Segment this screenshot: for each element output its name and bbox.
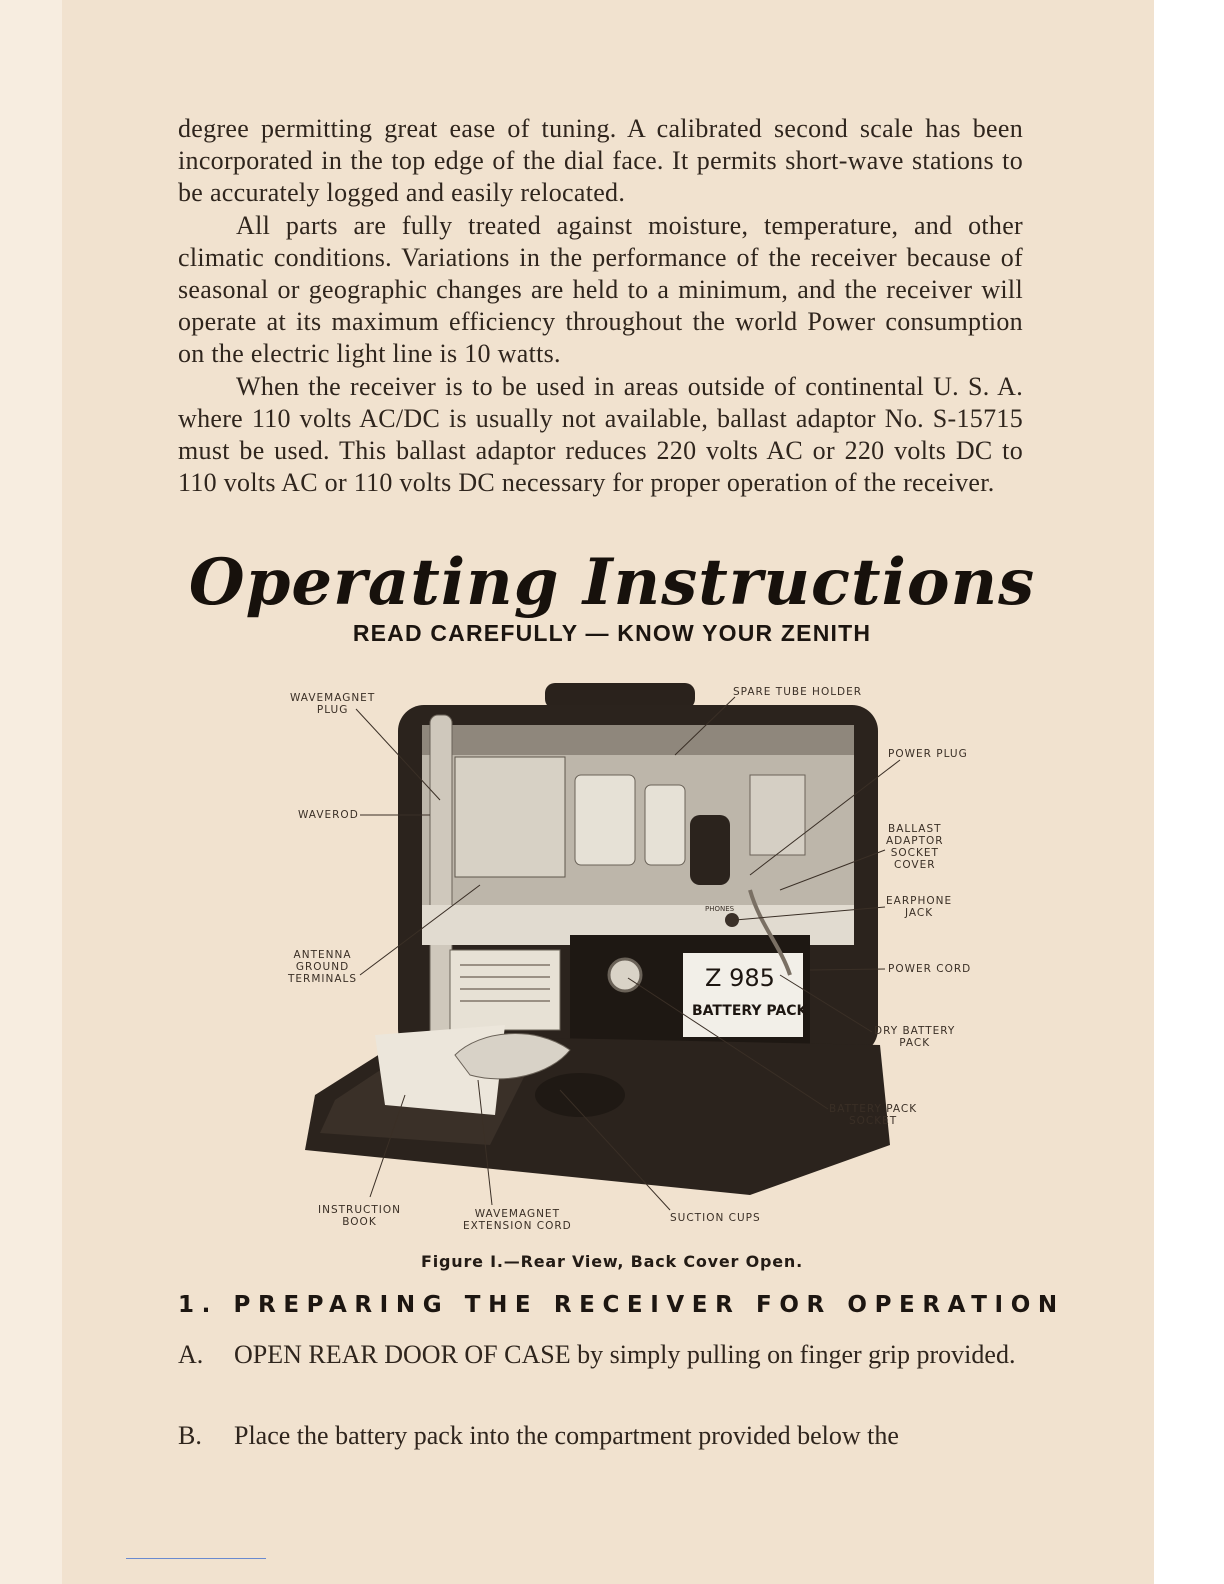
page-edge [1154, 0, 1224, 1584]
list-item-marker: B. [178, 1421, 202, 1450]
callout-waverod: WAVEROD [298, 809, 359, 821]
page-title: Operating Instructions [188, 545, 1036, 620]
circuit-board [455, 757, 565, 877]
battery-pack-socket [609, 959, 641, 991]
underline-artifact [126, 1558, 266, 1559]
paragraph-1: degree permitting great ease of tuning. A calibrated second scale has been incorporated in the top edge of the dial face. It permits short-wave stations to be accurately logged and easily relocated. [178, 114, 1023, 207]
radio-rear-view-figure [280, 675, 980, 1245]
section-heading: 1. PREPARING THE RECEIVER FOR OPERATION [178, 1292, 1065, 1318]
body-text [178, 113, 1023, 499]
page-subtitle: READ CAREFULLY — KNOW YOUR ZENITH [352, 620, 872, 646]
callout-power-plug: POWER PLUG [888, 748, 968, 760]
list-item-text: OPEN REAR DOOR OF CASE by simply pulling on finger grip provided. [234, 1340, 1016, 1369]
transformer [750, 775, 805, 855]
radio-illustration [280, 675, 980, 1245]
waverod [430, 715, 452, 1045]
battery-model: Z 985 [705, 964, 775, 992]
callout-wavemagnet-extension-cord: WAVEMAGNET EXTENSION CORD [463, 1208, 572, 1232]
paragraph-3: When the receiver is to be used in areas outside of continental U. S. A. where 110 volts AC/DC is usually not available, ballast adaptor No. S-15715 must be used. This ballast adaptor reduces 220 volts AC or 220 volts DC to 110 volts AC or 110 volts DC necessary for proper operation of the receiver. [178, 372, 1023, 497]
tube [575, 775, 635, 865]
figure-caption: Figure I.—Rear View, Back Cover Open. [420, 1252, 803, 1271]
callout-earphone-jack: EARPHONE JACK [886, 895, 953, 919]
list-item-marker: A. [178, 1340, 204, 1369]
callout-wavemagnet-plug: WAVEMAGNET PLUG [290, 692, 376, 716]
paragraph-2: All parts are fully treated against moisture, temperature, and other climatic conditions. Variations in the performance of the receiver because of seasonal or geographic changes are held to a minimum, and the receiver will operate at its maximum efficiency throughout the world Power consumption on the electric light line is 10 watts. [178, 211, 1023, 368]
callout-suction-cups: SUCTION CUPS [670, 1212, 761, 1224]
callout-battery-pack-socket: BATTERY PACK SOCKET [829, 1103, 918, 1127]
list-item [178, 1338, 1023, 1371]
battery-label-text: BATTERY PACK [692, 1003, 808, 1019]
callout-antenna-ground-terminals: ANTENNA GROUND TERMINALS [288, 949, 358, 985]
callout-power-cord: POWER CORD [888, 963, 972, 975]
phones-label: PHONES [705, 905, 735, 913]
capacitor [690, 815, 730, 885]
suction-cups [535, 1073, 625, 1117]
callout-spare-tube-holder: SPARE TUBE HOLDER [733, 686, 863, 698]
list-item [178, 1419, 1023, 1452]
list-item-text: Place the battery pack into the compartment provided below the [234, 1421, 899, 1450]
callout-ballast-adaptor: BALLAST ADAPTOR SOCKET COVER [886, 823, 944, 871]
callout-dry-battery-pack: DRY BATTERY PACK [874, 1025, 956, 1049]
callout-instruction-book: INSTRUCTION BOOK [318, 1204, 401, 1228]
tube [645, 785, 685, 865]
